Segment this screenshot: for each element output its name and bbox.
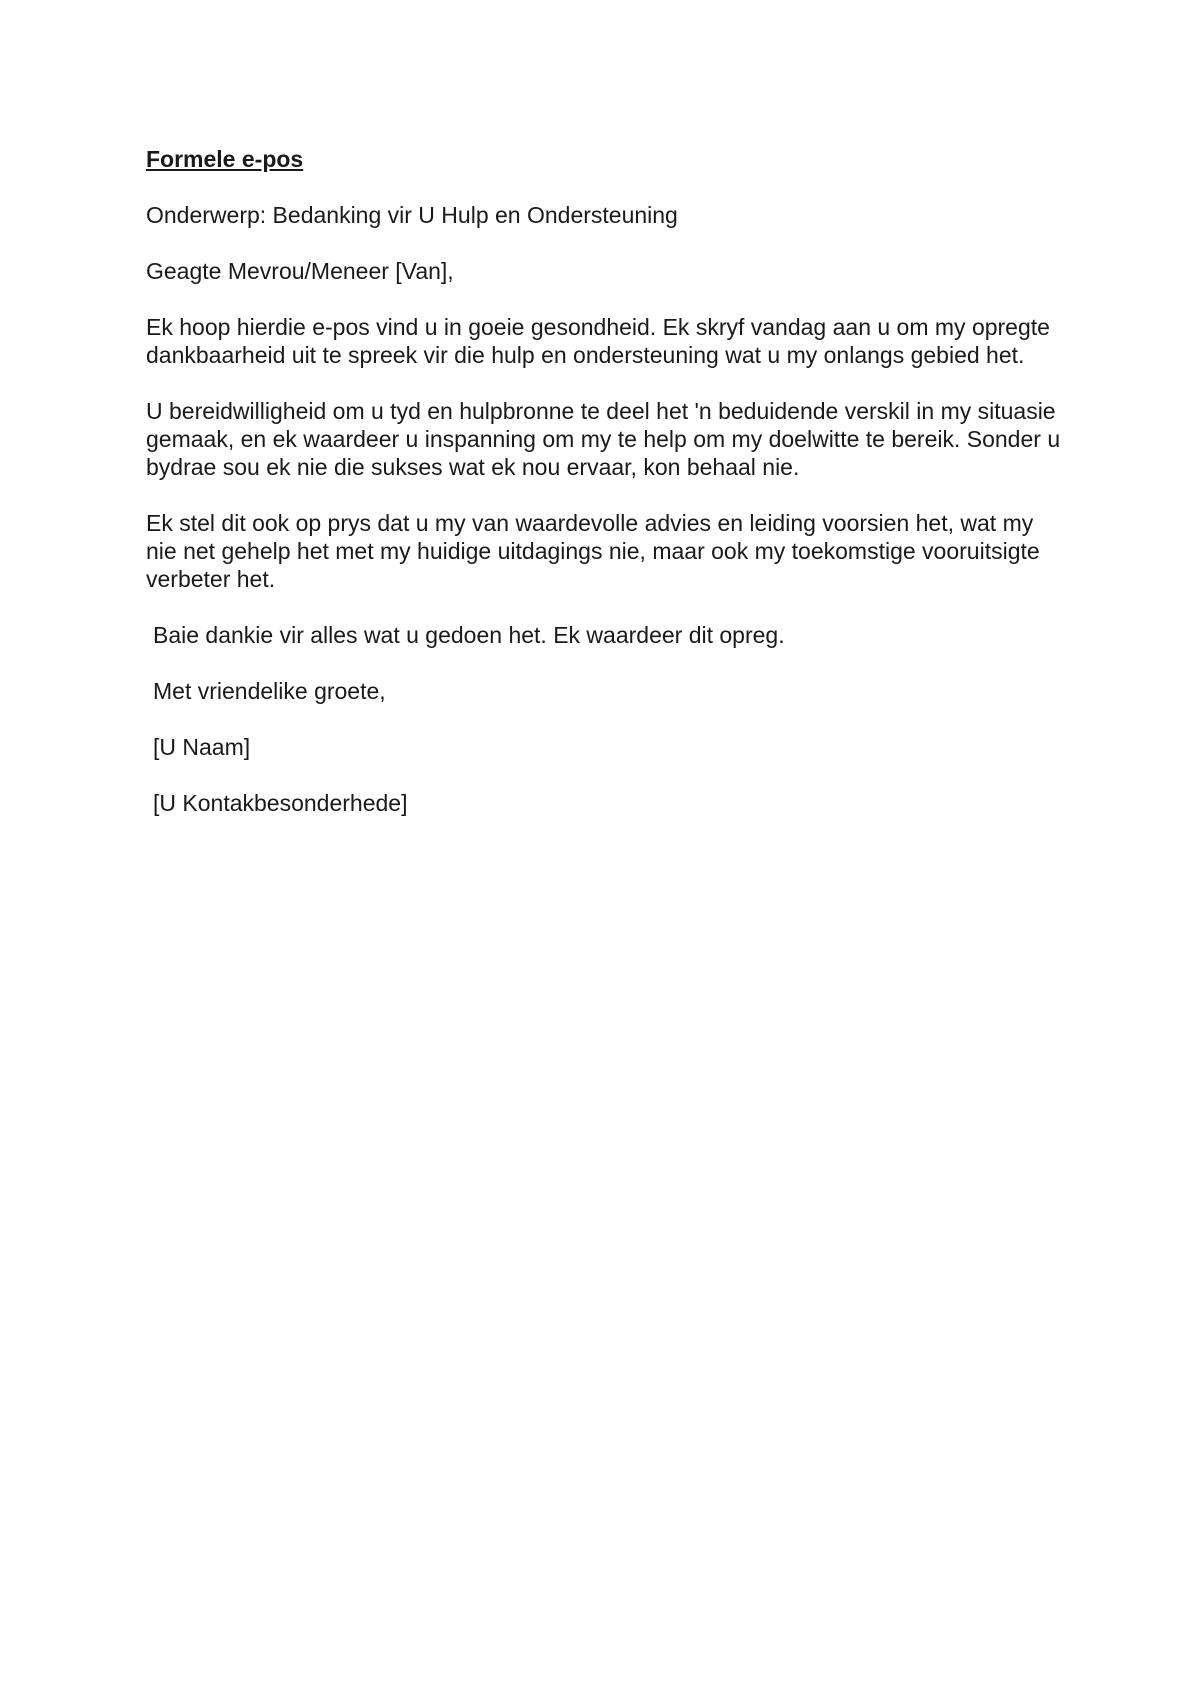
sender-name: [U Naam] [153, 734, 251, 760]
sender-contact: [U Kontakbesonderhede] [153, 790, 408, 816]
thanks-line: Baie dankie vir alles wat u gedoen het. Ek waardeer dit opreg. [153, 622, 785, 648]
email-subject: Onderwerp: Bedanking vir U Hulp en Ondersteuning [146, 202, 678, 228]
salutation: Geagte Mevrou/Meneer [Van], [146, 258, 454, 284]
document-title: Formele e-pos [146, 146, 304, 172]
paragraph-1: Ek hoop hierdie e-pos vind u in goeie gesondheid. Ek skryf vandag aan u om my opregte dankbaarheid uit te spreek vir die hulp en ondersteuning wat u my onlangs gebied het. [146, 314, 1050, 368]
paragraph-2: U bereidwilligheid om u tyd en hulpbronne te deel het 'n beduidende verskil in my situasie gemaak, en ek waardeer u inspanning om my te help om my doelwitte te bereik. Sonder u bydrae sou ek nie die sukses wat ek nou ervaar, kon behaal nie. [146, 398, 1061, 480]
closing-line: Met vriendelike groete, [153, 678, 386, 704]
paragraph-3: Ek stel dit ook op prys dat u my van waardevolle advies en leiding voorsien het, wat my nie net gehelp het met my huidige uitdagings nie, maar ook my toekomstige vooruitsigte verbeter het. [146, 510, 1040, 592]
letter-body [146, 145, 1066, 845]
